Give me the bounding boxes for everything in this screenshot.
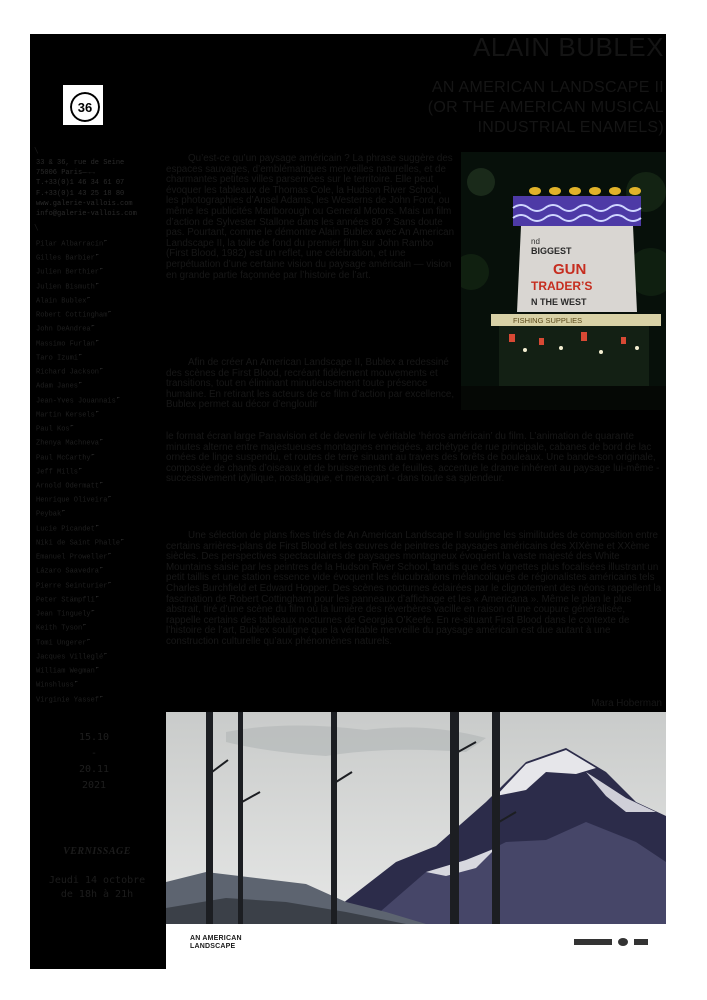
artist-name-item: Paul McCarthy <box>36 453 91 462</box>
artist-list-item <box>36 663 166 677</box>
artist-mark-icon: ⌐ <box>91 451 95 458</box>
artist-list-item <box>36 592 166 606</box>
artist-name-item: Tomi Ungerer <box>36 638 87 647</box>
artist-list-item <box>36 350 166 364</box>
artist-list-item <box>36 478 166 492</box>
artist-mark-icon: ⌐ <box>91 608 95 615</box>
exhibition-title-line: (OR THE AMERICAN MUSICAL <box>427 99 664 116</box>
exhibition-title <box>428 78 664 138</box>
artist-mark-icon: ⌐ <box>100 437 104 444</box>
film-logo <box>190 935 242 951</box>
artist-list-item <box>36 307 166 321</box>
text-author: Mara Hoberman <box>591 698 662 709</box>
artist-list-item <box>36 435 166 449</box>
artist-list-item <box>36 677 166 691</box>
artist-name-item: Gilles Barbier <box>36 254 95 263</box>
section-marker: \ <box>34 223 39 232</box>
artist-mark-icon: ⌐ <box>70 423 74 430</box>
vernissage-when <box>30 874 164 902</box>
artist-list-item <box>36 250 166 264</box>
artist-name-item: Adam Janes <box>36 382 79 391</box>
artist-name-item: Zhenya Machneva <box>36 439 100 448</box>
artist-list-item <box>36 236 166 250</box>
artist-name-item: Jean-Yves Jouannais <box>36 396 116 405</box>
artist-name-item: Peybak <box>36 510 62 519</box>
artist-mark-icon: ⌐ <box>100 565 104 572</box>
artist-list-item <box>36 407 166 421</box>
artist-name-item: Pilar Albarracín <box>36 240 104 249</box>
artist-name-item: Virginie Yassef <box>36 695 100 704</box>
artist-name-item: John DeAndrea <box>36 325 91 334</box>
artist-name-item: Robert Cottingham <box>36 311 108 320</box>
artist-mark-icon: ⌐ <box>100 366 104 373</box>
artist-name-item: Lázaro Saavedra <box>36 567 100 576</box>
film-logo-line: LANDSCAPE <box>190 943 236 950</box>
process-paragraph-top <box>166 358 456 411</box>
artist-name-item: Jacques Villeglé <box>36 653 104 662</box>
artist-mark-icon: ⌐ <box>79 380 83 387</box>
artist-mark-icon: ⌐ <box>62 508 66 515</box>
date-year: 2021 <box>81 780 107 791</box>
website-link[interactable]: www.galerie-vallois.com <box>36 199 133 208</box>
artist-list-item <box>36 336 166 350</box>
artist-name-item: Niki de Saint Phalle <box>36 539 121 548</box>
artist-name-item: Winshluss <box>36 681 74 690</box>
gallery-address <box>36 158 166 219</box>
exhibition-title-line: INDUSTRIAL ENAMELS) <box>477 119 664 136</box>
artist-list-item <box>36 635 166 649</box>
artist-mark-icon: ⌐ <box>91 323 95 330</box>
artist-name-item: Julien Berthier <box>36 268 100 277</box>
section-marker: \ <box>34 146 39 155</box>
artist-list-item <box>36 421 166 435</box>
artist-list-item <box>36 279 166 293</box>
process-paragraph-bottom <box>166 432 660 485</box>
artist-mark-icon: ⌐ <box>87 294 91 301</box>
selection-paragraph <box>166 531 662 648</box>
artist-name: ALAIN BUBLEX <box>473 34 664 62</box>
artist-list-item <box>36 364 166 378</box>
artist-name-item: Peter Stämpfli <box>36 596 95 605</box>
artist-mark-icon: ⌐ <box>95 593 99 600</box>
credit-round-logo <box>618 938 628 946</box>
artist-list-item <box>36 293 166 307</box>
sign-line: N THE WEST <box>531 297 587 307</box>
artist-mark-icon: ⌐ <box>95 665 99 672</box>
artist-list-item <box>36 378 166 392</box>
paragraph-text: Afin de créer An American Landscape II, Bublex a redessiné des scènes de First Blood, recréant fidèlement mouvements et transitions, tout en éliminant minutieusement toute présence humaine. En retirant les acteurs de ce film d’action par excellence, Bublex permet au décor d’engloutir <box>166 357 455 411</box>
artist-list-item <box>36 549 166 563</box>
artist-list-item <box>36 264 166 278</box>
artist-name-item: Henrique Oliveira <box>36 496 108 505</box>
artist-mark-icon: ⌐ <box>108 494 112 501</box>
paragraph-text: le format écran large Panavision et de devenir le véritable ‘héros américain’ du film. L’animation de quarante minutes alterne entre majestueuses montagnes enneigées, archétype de rue principale, cabanes de bord de lac ornées de linge suspendu, et routes de terre sinuant au travers des forêts de bouleaux. Une bande-son originale, composée de chants d’oiseaux et de bruissements de feuilles, accentue le drame inhérent au paysage lui-même - successivement idyllique, nostalgique, et menaçant - dans toute sa splendeur. <box>166 431 660 485</box>
artist-list-item <box>36 649 166 663</box>
artist-name-item: Arnold Odermatt <box>36 482 100 491</box>
artist-name-item: Julien Bismuth <box>36 283 95 292</box>
landscape-illustration <box>166 712 666 924</box>
artist-mark-icon: ⌐ <box>87 636 91 643</box>
paragraph-text: Une sélection de plans fixes tirés de An American Landscape II souligne les similitudes de composition entre certains arrières-plans de First Blood et les œuvres de peintres de paysages américains des XIXème et XXème siècles. Des perspectives spectaculaires de paysages montagneux évoquent la vaste majesté des White Mountains saisie par les peintres de la Hudson River School, tandis que des vignettes plus focalisées illustrant un petit taillis et une station essence vide évoquent les élucubrations mélancoliques de régionalistes américains tels Charles Burchfield et Edward Hopper. Des scènes nocturnes éclairées par le clignotement des néons rappellent la fascination de Robert Cottingham pour les panneaux d’affichage et les « Americana ». Même le plan le plus abstrait, tiré d’une scène du film où la lumière des réverbères vacille en raison d’une coupure généralisée, rappelle certains des tableaux nocturnes de Georgia O’Keefe. En re-situant First Blood dans le contexte de l’histoire de l’art, Bublex souligne que la véritable merveille du paysage américain est due autant à une construction culturelle qu’aux phénomènes naturels. <box>166 530 662 647</box>
artist-list-item <box>36 606 166 620</box>
artist-list-item <box>36 535 166 549</box>
phone-line: T.+33(0)1 46 34 61 07 <box>36 179 125 188</box>
artist-list-item <box>36 692 166 706</box>
date-end: 20.11 <box>78 764 110 775</box>
artist-name-item: Keith Tyson <box>36 624 83 633</box>
artist-list-item <box>36 393 166 407</box>
sign-line: BIGGEST <box>531 246 572 256</box>
artist-name-item: Richard Jackson <box>36 368 100 377</box>
artist-mark-icon: ⌐ <box>79 465 83 472</box>
artist-mark-icon: ⌐ <box>95 337 99 344</box>
artist-mark-icon: ⌐ <box>108 579 112 586</box>
date-separator: - <box>90 748 98 759</box>
artist-name-item: Emanuel Proweller <box>36 553 108 562</box>
vernissage-day: Jeudi 14 octobre <box>48 875 146 886</box>
artist-list-item <box>36 578 166 592</box>
artist-list-item <box>36 492 166 506</box>
artist-list <box>36 236 166 706</box>
artist-name-item: William Wegman <box>36 667 95 676</box>
artist-mark-icon: ⌐ <box>95 408 99 415</box>
poster-page <box>30 34 666 969</box>
number-badge: 36 <box>68 90 102 124</box>
artist-list-item <box>36 563 166 577</box>
vernissage-title: VERNISSAGE <box>63 846 131 857</box>
artist-name-item: Massimo Furlan <box>36 339 95 348</box>
film-credit-strip <box>166 924 666 969</box>
credit-block-logo <box>574 939 612 945</box>
artist-mark-icon: ⌐ <box>100 693 104 700</box>
sign-lower: FISHING SUPPLIES <box>513 316 583 325</box>
artist-mark-icon: ⌐ <box>104 650 108 657</box>
artist-list-item <box>36 521 166 535</box>
email-link[interactable]: info@galerie-vallois.com <box>36 210 137 219</box>
address-line: 33 & 36, rue de Seine <box>36 159 125 167</box>
artist-mark-icon: ⌐ <box>79 351 83 358</box>
landscape-image <box>166 712 666 924</box>
artist-name-item: Martin Kersels <box>36 411 95 420</box>
artist-mark-icon: ⌐ <box>116 394 120 401</box>
artist-list-item <box>36 506 166 520</box>
artist-list-item <box>36 620 166 634</box>
sign-line: GUN <box>553 261 587 278</box>
artist-name-item: Pierre Seinturier <box>36 581 108 590</box>
artist-mark-icon: ⌐ <box>74 679 78 686</box>
artist-name-item: Lucie Picandet <box>36 525 95 534</box>
artist-mark-icon: ⌐ <box>121 536 125 543</box>
vernissage-time: de 18h à 21h <box>60 889 134 900</box>
intro-paragraph <box>166 154 456 281</box>
exhibition-title-line: AN AMERICAN LANDSCAPE II <box>431 79 664 96</box>
sign-line: TRADER’S <box>531 279 593 293</box>
artist-mark-icon: ⌐ <box>95 252 99 259</box>
artist-mark-icon: ⌐ <box>104 238 108 244</box>
artist-name-item: Jean Tinguely <box>36 610 91 619</box>
film-still-image <box>461 152 666 410</box>
artist-list-item <box>36 464 166 478</box>
artist-list-item <box>36 450 166 464</box>
sign-line: nd <box>531 237 540 246</box>
address-line: 75006 Paris—→→ <box>36 169 95 178</box>
artist-name-item: Jeff Mills <box>36 468 79 477</box>
exhibition-dates <box>44 730 144 794</box>
film-still-illustration <box>461 152 666 410</box>
artist-name-item: Taro Izumi <box>36 354 79 363</box>
paragraph-text: Qu’est-ce qu’un paysage américain ? La phrase suggère des espaces sauvages, d’emblématiques merveilles naturelles, et de charmantes petites villes parsemées sur le territoire. Elle peut évoquer les tableaux de Thomas Cole, la Hudson River School, les photographies d’Ansel Adams, les Westerns de John Ford, ou même les publicités Marlborough ou General Motors. Mais un film d’action de Sylvester Stallone dans les années 80 ? Sans doute pas. Pourtant, comme le démontre Alain Bublex avec An American Landscape II, la toile de fond du premier film sur John Rambo (First Blood, 1982) est un reflet, une célébration, et une perpétuation d’une certaine vision du paysage américain — vision en grande partie façonnée par l’histoire de l’art. <box>166 153 455 281</box>
film-logo-line: AN AMERICAN <box>190 935 242 942</box>
artist-mark-icon: ⌐ <box>100 266 104 273</box>
artist-mark-icon: ⌐ <box>95 280 99 287</box>
artist-mark-icon: ⌐ <box>108 551 112 558</box>
artist-mark-icon: ⌐ <box>83 622 87 629</box>
date-start: 15.10 <box>78 732 110 743</box>
artist-list-item <box>36 321 166 335</box>
artist-mark-icon: ⌐ <box>100 479 104 486</box>
artist-name-item: Paul Kos <box>36 425 70 434</box>
artist-mark-icon: ⌐ <box>108 309 112 316</box>
artist-mark-icon: ⌐ <box>95 522 99 529</box>
artist-name-item: Alain Bublex <box>36 297 87 306</box>
credit-small-logo <box>634 939 648 945</box>
fax-line: F.+33(0)1 43 25 18 80 <box>36 189 125 198</box>
credit-logos <box>574 938 648 946</box>
